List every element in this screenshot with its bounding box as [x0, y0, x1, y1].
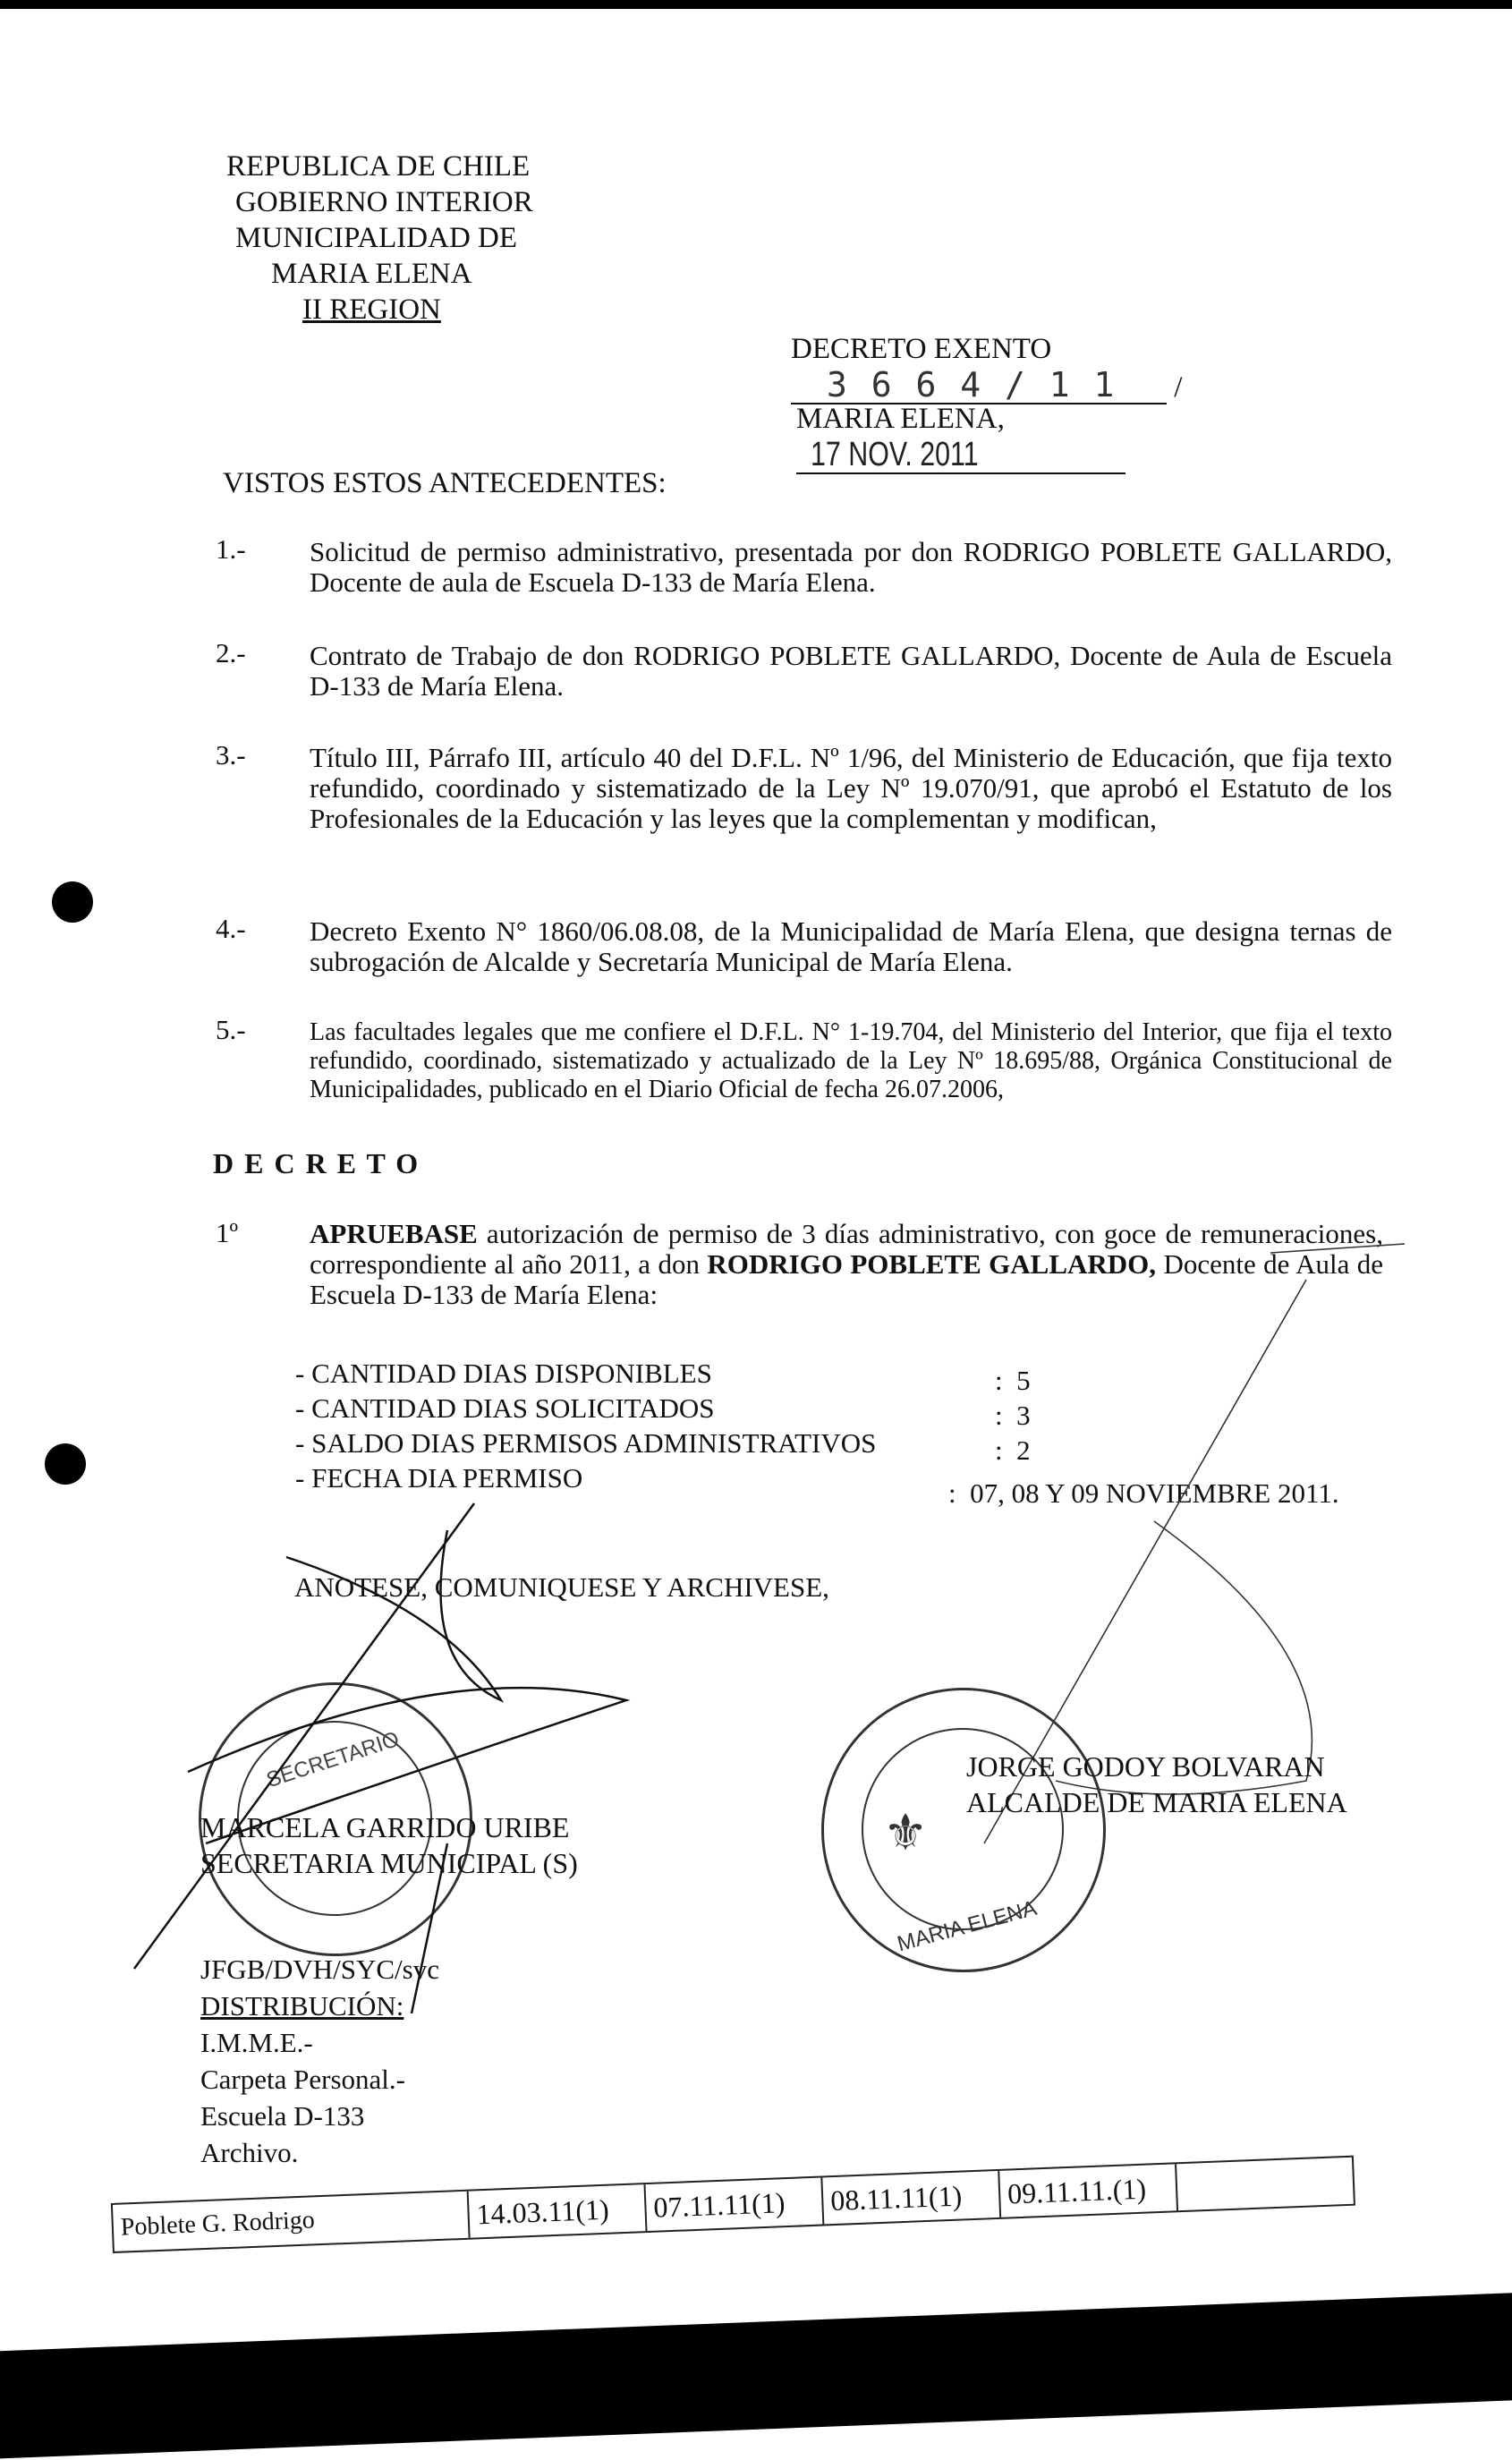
record-date: 07.11.11(1)	[645, 2177, 824, 2231]
detail-label: - SALDO DIAS PERMISOS ADMINISTRATIVOS	[295, 1427, 877, 1459]
decree-date: 17 NOV. 2011	[796, 437, 1126, 474]
detail-label: - CANTIDAD DIAS SOLICITADOS	[295, 1392, 715, 1424]
header-line: MUNICIPALIDAD DE	[235, 222, 518, 254]
initials: JFGB/DVH/SYC/svc	[200, 1954, 439, 1985]
beneficiary-name: RODRIGO POBLETE GALLARDO,	[707, 1248, 1157, 1280]
vistos-item: Decreto Exento N° 1860/06.08.08, de la Municipalidad de María Elena, que designa ternas de subrogación de Alcalde y Secretaría Municipal de María Elena.	[310, 915, 1392, 977]
distribution-title: DISTRIBUCIÓN:	[200, 1990, 404, 2022]
vistos-item: Contrato de Trabajo de don RODRIGO POBLETE GALLARDO, Docente de Aula de Escuela D-133 de María Elena.	[310, 640, 1392, 702]
decree-number: 3 6 6 4 / 1 1	[791, 367, 1167, 404]
mayor-name: JORGE GODOY BOLVARAN	[966, 1750, 1325, 1783]
article-keyword: APRUEBASE	[310, 1218, 478, 1249]
decree-number-line: DECRETO EXENTO 3 6 6 4 / 1 1 /	[791, 333, 1183, 404]
item-number: 4.-	[216, 913, 246, 944]
decreto-title: D E C R E T O	[213, 1147, 420, 1179]
record-date	[1176, 2158, 1354, 2210]
item-number: 5.-	[216, 1014, 246, 1045]
secretary-title: SECRETARIA MUNICIPAL (S)	[200, 1847, 578, 1879]
vistos-item: Título III, Párrafo III, artículo 40 del D.F.L. Nº 1/96, del Ministerio de Educación, que fija texto refundido, coordinado y sistematizado de la Ley Nº 19.070/91, que aprobó el Estatuto de los Profesionales de la Educación y las leyes que la complementan y modifican,	[310, 742, 1392, 834]
record-date: 09.11.11.(1)	[999, 2164, 1178, 2217]
punch-hole	[52, 881, 93, 923]
article-text: APRUEBASE autorización de permiso de 3 días administrativo, con goce de remuneraciones, correspondiente al año 2011, a don RODRIGO POBLETE GALLARDO, Docente de Aula de Escuela D-133 de María Elena:	[310, 1218, 1384, 1310]
distribution-item: Carpeta Personal.-	[200, 2064, 405, 2095]
detail-value: : 3	[995, 1400, 1031, 1431]
article-number: 1º	[216, 1217, 239, 1248]
secretary-signature-block	[200, 1809, 578, 1881]
secretary-name: MARCELA GARRIDO URIBE	[200, 1811, 570, 1843]
detail-label: - FECHA DIA PERMISO	[295, 1462, 583, 1494]
item-number: 1.-	[216, 533, 246, 565]
place-label: MARIA ELENA,	[796, 403, 1005, 435]
distribution-item: Escuela D-133	[200, 2100, 365, 2132]
mayor-title: ALCALDE DE MARIA ELENA	[966, 1786, 1347, 1818]
decree-label: DECRETO EXENTO	[791, 333, 1052, 365]
vistos-item: Las facultades legales que me confiere el D.F.L. N° 1-19.704, del Ministerio del Interior, que fija el texto refundido, coordinado, sistematizado y actualizado de la Ley Nº 18.695/88, Orgánica Constitucional de Municipalidades, publicado en el Diario Oficial de fecha 26.07.2006,	[310, 1018, 1392, 1103]
vistos-item: Solicitud de permiso administrativo, presentada por don RODRIGO POBLETE GALLARDO, Docente de aula de Escuela D-133 de María Elena.	[310, 536, 1392, 598]
record-date: 08.11.11(1)	[822, 2171, 1001, 2225]
record-name: Poblete G. Rodrigo	[113, 2192, 471, 2251]
mayor-signature-block	[966, 1749, 1347, 1820]
distribution-block	[200, 1951, 439, 2171]
mayor-stamp-text: MARIA ELENA	[895, 1895, 1040, 1957]
distribution-item: I.M.M.E.-	[200, 2027, 313, 2058]
detail-value: : 2	[995, 1434, 1031, 1466]
detail-value: : 07, 08 Y 09 NOVIEMBRE 2011.	[948, 1477, 1339, 1509]
item-number: 3.-	[216, 739, 246, 770]
header-line: MARIA ELENA	[271, 258, 472, 290]
record-date: 14.03.11(1)	[469, 2184, 648, 2238]
secretary-stamp-text: SECRETARIO	[263, 1726, 403, 1793]
distribution-item: Archivo.	[200, 2137, 299, 2168]
scan-edge-top	[0, 0, 1512, 9]
detail-value: : 5	[995, 1365, 1031, 1396]
coat-of-arms-icon: ⚜	[883, 1806, 929, 1861]
closing-formula: ANOTESE, COMUNIQUESE Y ARCHIVESE,	[294, 1571, 829, 1603]
header-line: II REGION	[302, 294, 441, 326]
detail-label: - CANTIDAD DIAS DISPONIBLES	[295, 1358, 712, 1389]
header-line: REPUBLICA DE CHILE	[226, 150, 531, 183]
item-number: 2.-	[216, 637, 246, 668]
punch-hole	[45, 1443, 86, 1485]
header-line: GOBIERNO INTERIOR	[235, 186, 533, 218]
vistos-title: VISTOS ESTOS ANTECEDENTES:	[223, 467, 667, 499]
